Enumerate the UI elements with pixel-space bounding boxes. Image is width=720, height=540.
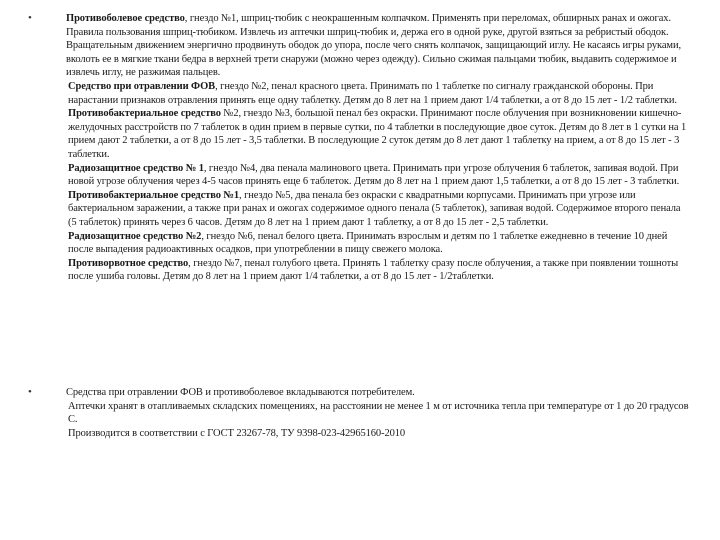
fov-antidote-paragraph: [66, 80, 690, 107]
storage-note: Аптечки хранят в отапливаемых складских помещениях, на расстоянии не менее 1 м от источника тепла при температуре от 1 до 20 градусов С.: [68, 400, 689, 426]
fov-antidote-text: , гнездо №2, пенал красного цвета. Принимать по 1 таблетке по сигналу гражданской обороны. При нарастании признаков отравления принять еще одну таблетку. Детям до 8 лет на 1 прием дают 1/4 таблетки, а от 8 до 15 лет - 1/2 таблетки.: [68, 80, 677, 106]
painkiller-paragraph: [66, 12, 690, 26]
radioprotective-1-text: , гнездо №4, два пенала малинового цвета. Принимать при угрозе облучения 6 таблеток, запивая водой. При новой угрозе облучения через 4-5 часов принять еще 6 таблеток. Детям до 8 лет на 1 прием дают 1,5 таблетки, а от 8 до 15 лет - 3 таблетки.: [68, 162, 680, 188]
antibacterial-1-paragraph: [66, 189, 690, 230]
radioprotective-1-heading: Радиозащитное средство № 1: [68, 162, 204, 174]
standard-note: Производится в соответствии с ГОСТ 23267-78, ТУ 9398-023-42965160-2010: [68, 427, 406, 439]
painkiller-heading: Противоболевое средство: [66, 13, 185, 24]
consumer-note: Средства при отравлении ФОВ и противоболевое вкладываются потребителем.: [66, 387, 415, 398]
bullet-1: •: [28, 12, 32, 24]
radioprotective-2-paragraph: [66, 230, 690, 257]
fov-antidote-heading: Средство при отравлении ФОВ: [68, 80, 216, 92]
antiemetic-text: , гнездо №7, пенал голубого цвета. Принять 1 таблетку сразу после облучения, а также при появлении тошноты после ушиба головы. Детям до 8 лет на 1 прием дают 1/4 таблетки, а от 8 до 15 лет - 1/2таблетки.: [68, 257, 679, 283]
antiemetic-paragraph: [66, 257, 690, 284]
painkiller-text: , гнездо №1, шприц-тюбик с неокрашенным колпачком. Применять при переломах, обширных ранах и ожогах.: [184, 13, 671, 24]
antibacterial-2-text: №2, гнездо №3, большой пенал без окраски. Принимают после облучения при возникновении кишечно-желудочных расстройств по 7 таблеток в один прием в первые сутки, по 4 таблетки в последующие двое суток. Детям до 8 лет в 1 сутки на 1 прием дают 2 таблетки, а от 8 до 15 лет - 3,5 таблетки. В последующие 2 суток детям до 8 лет дают 1 таблетку на прием, а от 8 до 15 лет - 3 таблетки.: [68, 108, 687, 160]
antibacterial-2-paragraph: [66, 107, 690, 161]
radioprotective-2-text: , гнездо №6, пенал белого цвета. Принимать взрослым и детям по 1 таблетке ежедневно в течение 10 дней после выпадения радиоактивных осадков, при употреблении в пищу свежего молока.: [68, 230, 668, 256]
antiemetic-heading: Противорвотное средство: [68, 257, 189, 269]
syringe-instructions-paragraph: Правила пользования шприц-тюбиком. Извлечь из аптечки шприц-тюбик и, держа его в одной руке, другой взяться за ребристый ободок. Вращательным движением энергично продвинуть ободок до упора, после чего снять колпачок, защищающий иглу. Не касаясь игры руками, вколоть ее в мягкие ткани бедра в верхней трети снаружи (можно через одежду). Сильно сжимая пальцами тюбик, выдавить содержимое и извлечь иглу, не разжимая пальцев.: [66, 26, 681, 79]
section-2-text: [66, 386, 690, 440]
antibacterial-2-heading: Противобактериальное средство: [68, 108, 221, 120]
bullet-2: •: [28, 386, 32, 398]
antibacterial-1-heading: Противобактериальное средство №1: [68, 189, 240, 201]
antibacterial-1-text: , гнездо №5, два пенала без окраски с квадратными корпусами. Принимать при угрозе или бактериальном заражении, а также при ранах и ожогах содержимое одного пенала (5 таблеток), запивая водой. Содержимое второго пенала (5 таблеток) принять через 6 часов. Детям до 8 лет на 1 прием дают 1 таблетку, а от 8 до 15 лет - 2,5 таблетки.: [68, 189, 681, 228]
section-1-text: [66, 12, 690, 284]
radioprotective-1-paragraph: [66, 162, 690, 189]
radioprotective-2-heading: Радиозащитное средство №2: [68, 230, 202, 242]
